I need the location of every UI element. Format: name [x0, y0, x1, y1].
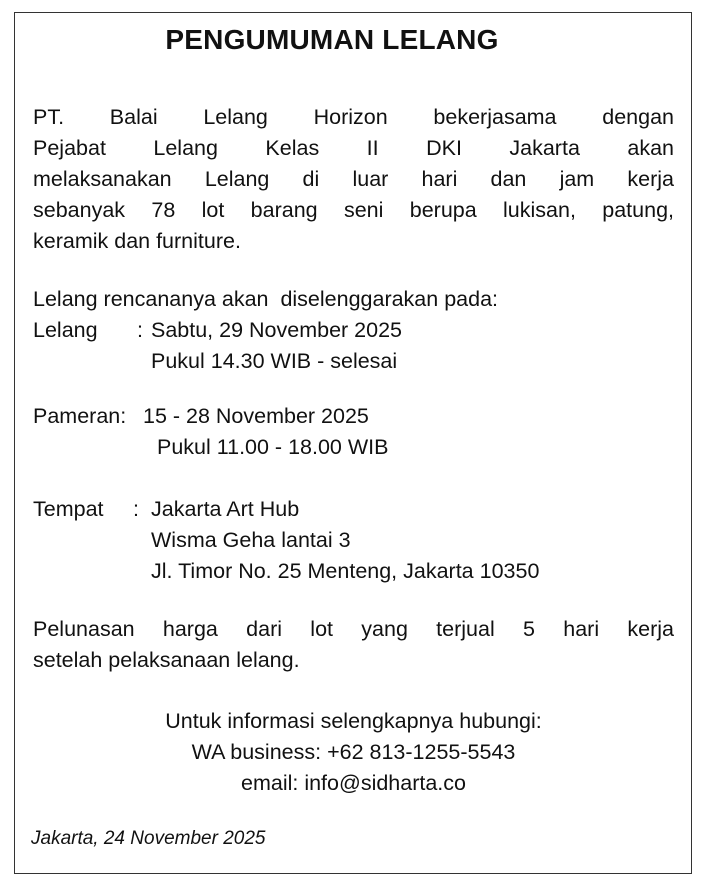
place-date: Jakarta, 24 November 2025: [31, 828, 266, 849]
announcement-frame: [14, 12, 692, 874]
contact-section: [33, 706, 674, 799]
exhibition-date-row: [33, 401, 674, 432]
venue-separator: :: [133, 497, 139, 521]
exhibition-date: 15 - 28 November 2025: [143, 404, 369, 428]
intro-line: melaksanakan Lelang di luar hari dan jam kerja: [33, 167, 674, 191]
contact-email: email: info@sidharta.co: [241, 771, 466, 795]
intro-line: Pejabat Lelang Kelas II DKI Jakarta akan: [33, 136, 674, 160]
venue-address: Jl. Timor No. 25 Menteng, Jakarta 10350: [151, 559, 540, 583]
intro-line: keramik dan furniture.: [33, 229, 241, 253]
intro-line: PT. Balai Lelang Horizon bekerjasama dengan: [33, 105, 674, 129]
page-title: PENGUMUMAN LELANG: [165, 24, 499, 55]
venue-building-row: [33, 525, 674, 556]
exhibition-section: [33, 401, 674, 463]
auction-time-row: [33, 346, 674, 377]
intro-line: sebanyak 78 lot barang seni berupa lukisan, patung,: [33, 198, 674, 222]
payment-line: Pelunasan harga dari lot yang terjual 5 hari kerja: [33, 617, 674, 641]
intro-paragraph: [33, 102, 674, 257]
exhibition-time-row: [33, 432, 674, 463]
contact-heading: Untuk informasi selengkapnya hubungi:: [165, 709, 542, 733]
schedule-heading: Lelang rencananya akan diselenggarakan pada:: [33, 287, 499, 311]
payment-paragraph: [33, 614, 674, 676]
venue-address-row: [33, 556, 674, 587]
contact-whatsapp: WA business: +62 813-1255-5543: [191, 740, 516, 764]
venue-building: Wisma Geha lantai 3: [151, 528, 351, 552]
venue-row: [33, 494, 674, 525]
venue-section: [33, 494, 674, 587]
exhibition-label: Pameran:: [33, 404, 127, 428]
schedule-section: [33, 284, 674, 377]
auction-separator: :: [137, 318, 143, 342]
auction-date-row: [33, 315, 674, 346]
venue-label: Tempat: [33, 497, 104, 521]
auction-date: Sabtu, 29 November 2025: [151, 318, 402, 342]
exhibition-time: Pukul 11.00 - 18.00 WIB: [157, 435, 389, 459]
venue-name: Jakarta Art Hub: [151, 497, 300, 521]
auction-label: Lelang: [33, 318, 98, 342]
payment-line: setelah pelaksanaan lelang.: [33, 648, 300, 672]
auction-time: Pukul 14.30 WIB - selesai: [151, 349, 398, 373]
